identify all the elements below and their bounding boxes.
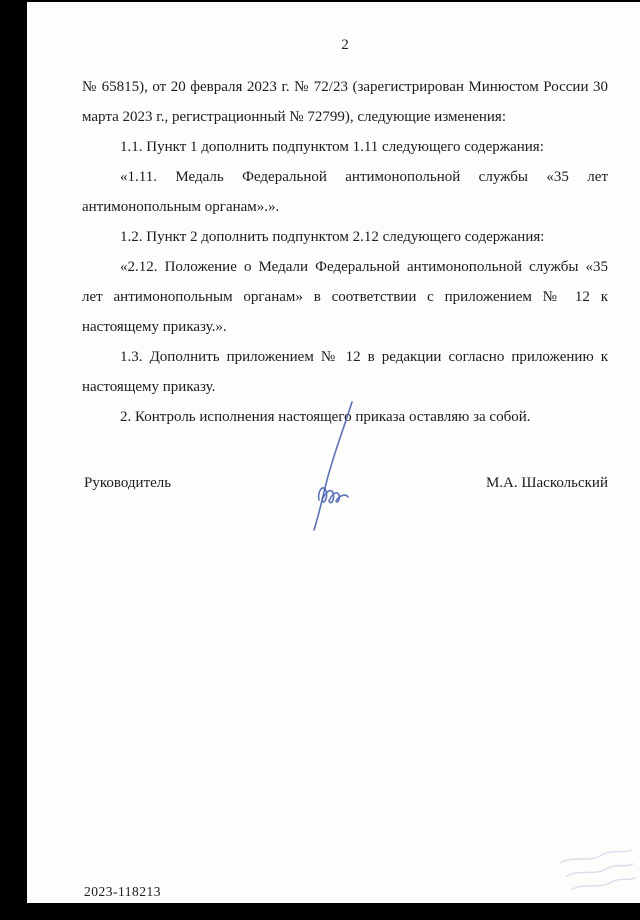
signature-ink (296, 396, 374, 534)
paragraph-2: 2. Контроль исполнения настоящего приказа оставляю за собой. (120, 409, 531, 425)
paragraph-1-1: 1.1. Пункт 1 дополнить подпунктом 1.11 следующего содержания: (120, 139, 544, 155)
page-number: 2 (341, 37, 349, 53)
paragraph-1-2: 1.2. Пункт 2 дополнить подпунктом 2.12 следующего содержания: (120, 229, 545, 245)
scan-edge-left (0, 0, 27, 920)
scan-edge-bottom (0, 903, 640, 920)
signatory-role: Руководитель (84, 475, 172, 491)
paragraph-1-3: 1.3. Дополнить приложением № 12 в редакции согласно приложению к настоящему приказу. (82, 349, 608, 395)
faint-stamp (553, 841, 640, 908)
document-number: 2023-118213 (84, 884, 161, 899)
signatory-name: М.А. Шаскольский (485, 475, 608, 491)
paragraph-intro: № 65815), от 20 февраля 2023 г. № 72/23 (зарегистрирован Минюстом России 30 марта 2023 г., регистрационный № 72799), следующие изменения: (82, 79, 608, 125)
paragraph-2-12: «2.12. Положение о Медали Федеральной антимонопольной службы «35 лет антимонопольным органам» в соответствии с приложением № 12 к настоящему приказу.». (82, 259, 608, 335)
scan-edge-top (0, 0, 640, 2)
paragraph-1-11: «1.11. Медаль Федеральной антимонопольной службы «35 лет антимонопольным органам».». (82, 169, 608, 215)
